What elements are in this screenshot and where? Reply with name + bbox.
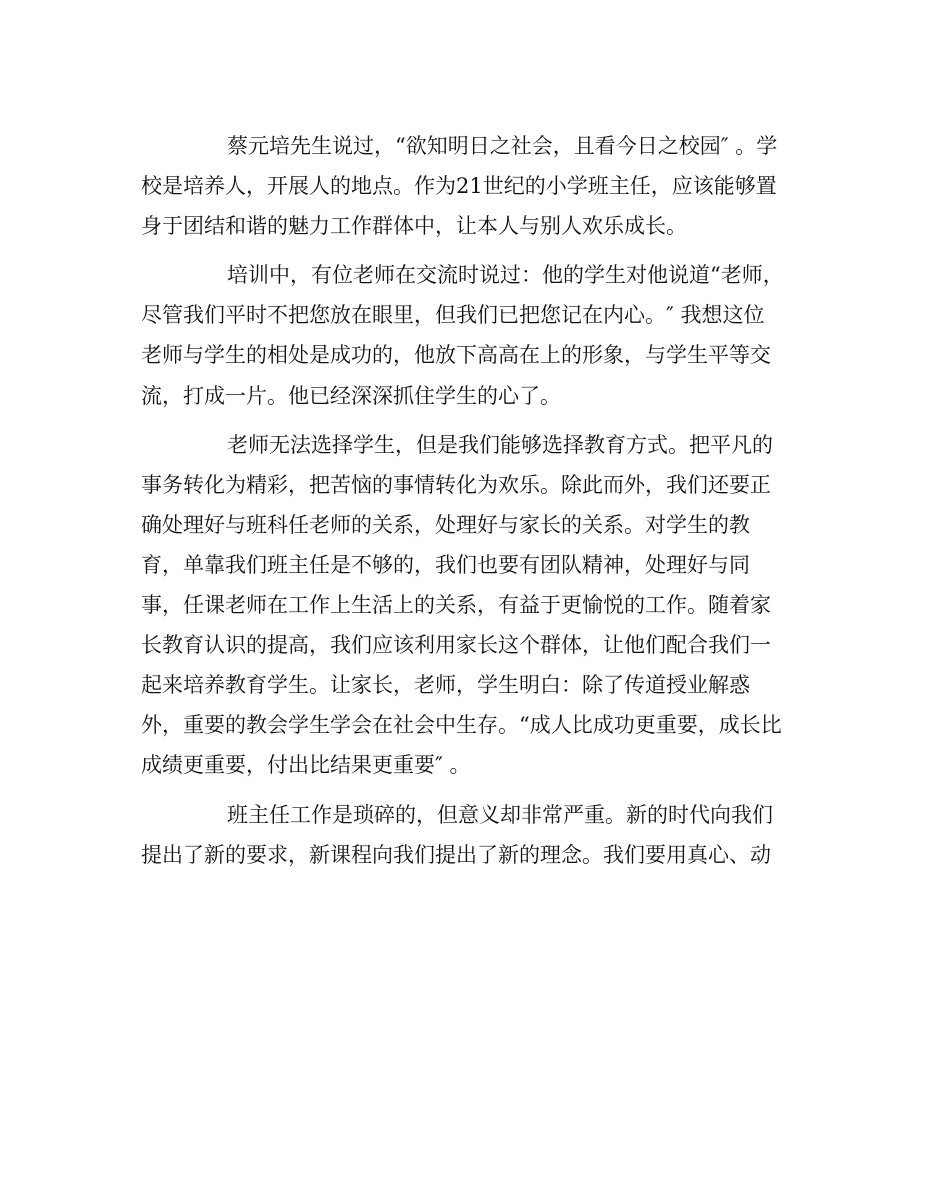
paragraph-line: 蔡元培先生说过，“欲知明日之社会，且看今日之校园″ 。学 [227, 134, 778, 158]
paragraph-line: 班主任工作是琐碎的，但意义却非常严重。新的时代向我们 [227, 802, 773, 827]
paragraph-line: 事务转化为精彩，把苦恼的事情转化为欢乐。除此而外，我们还要正 [141, 472, 771, 497]
paragraph-line: 流，打成一片。他已经深深抓住学生的心了。 [141, 383, 561, 408]
paragraph-line: 育，单靠我们班主任是不够的，我们也要有团队精神，处理好与同 [141, 552, 750, 577]
paragraph-1 [141, 126, 821, 246]
paragraph-line: 老师无法选择学生，但是我们能够选择教育方式。把平凡的 [227, 432, 773, 457]
paragraph-line: 事，任课老师在工作上生活上的关系，有益于更愉悦的工作。随着家 [141, 593, 771, 618]
paragraph-4 [141, 795, 821, 875]
paragraph-line: 身于团结和谐的魅力工作群体中，让本人与别人欢乐成长。 [141, 214, 687, 239]
paragraph-line: 校是培养人，开展人的地点。作为21世纪的小学班主任，应该能够置 [141, 174, 777, 199]
paragraph-line: 尽管我们平时不把您放在眼里，但我们已把您记在内心。″ 我想这位 [141, 303, 765, 328]
paragraph-line: 培训中，有位老师在交流时说过：他的学生对他说道“老师， [227, 263, 784, 288]
paragraph-line: 提出了新的要求，新课程向我们提出了新的理念。我们要用真心、动 [141, 842, 771, 867]
paragraph-line: 老师与学生的相处是成功的，他放下高高在上的形象，与学生平等交 [141, 343, 771, 368]
paragraph-3 [141, 425, 821, 786]
paragraph-line: 长教育认识的提高，我们应该利用家长这个群体，让他们配合我们一 [141, 633, 771, 658]
paragraph-2 [141, 255, 821, 415]
paragraph-line: 成绩更重要，付出比结果更重要″ 。 [141, 753, 471, 778]
paragraph-line: 确处理好与班科任老师的关系，处理好与家长的关系。对学生的教 [141, 512, 750, 537]
paragraph-line: 外，重要的教会学生学会在社会中生存。“成人比成功更重要，成长比 [141, 713, 782, 738]
document-body [141, 126, 821, 875]
paragraph-line: 起来培养教育学生。让家长，老师，学生明白：除了传道授业解惑 [141, 673, 750, 698]
